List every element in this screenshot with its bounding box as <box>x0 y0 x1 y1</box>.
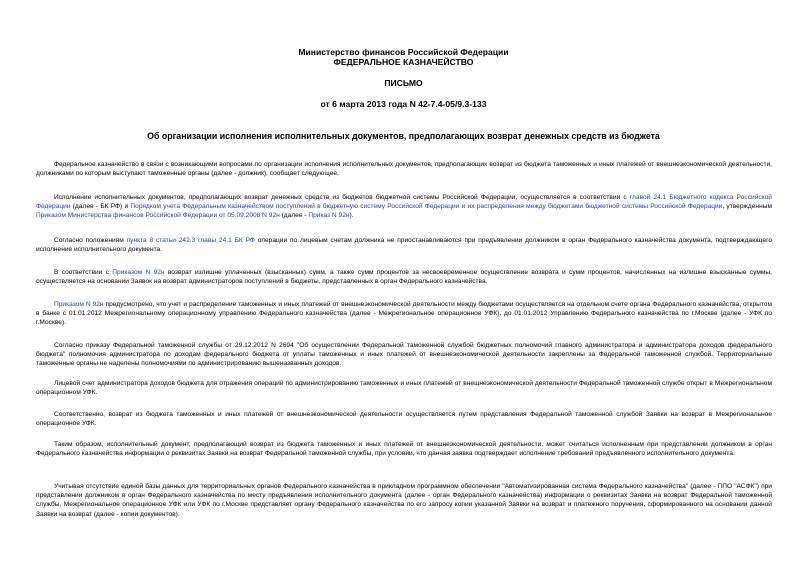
document-date-number: от 6 марта 2013 года N 42-7.4-05/9.3-133 <box>320 99 487 109</box>
paragraph-text: , утвержденным <box>722 203 772 211</box>
paragraph-10 <box>36 482 772 519</box>
order-92n-link[interactable]: Приказом N 92н <box>54 301 104 308</box>
paragraph-text: операции по лицевым счетам должника не приостанавливаются при предъявлении должником в орган Федерального казначейства документа, подтверждающего исполнение исполнительного документа. <box>36 237 772 254</box>
agency-heading: ФЕДЕРАЛЬНОЕ КАЗНАЧЕЙСТВО <box>333 57 474 67</box>
paragraph-text: Исполнение исполнительных документов, предполагающих возврат денежных средств из бюджетов бюджетной системы Российской Федерации, осуществляется в соответствии с <box>54 194 630 201</box>
minfin-order-link[interactable]: Приказом Министерства финансов Российской Федерации от 05.09.2008 N 92н <box>36 212 280 220</box>
paragraph-4 <box>36 268 772 286</box>
paragraph-text: Лицевой счет администратора доходов бюджета для отражения операций по администрированию таможенных и иных платежей от внешнеэкономической деятельности Федеральной таможенной службе открыт в Межрегиональном операционном УФК. <box>36 380 772 397</box>
paragraph-2 <box>36 193 772 221</box>
paragraph-text: В соответствии с <box>54 269 113 276</box>
order-92n-link[interactable]: Приказ N 92н <box>308 212 350 220</box>
budget-code-article-link[interactable]: пункта 8 статьи 242.3 главы 24.1 БК РФ <box>126 237 255 244</box>
budget-code-chapter-link[interactable]: главой 24.1 Бюджетного кодекса Российской Федерации <box>36 194 772 211</box>
paragraph-8 <box>36 410 772 428</box>
paragraph-text: Федеральное казначейство в связи с возникающими вопросами по организации исполнения исполнительных документов, предполагающих возврат из бюджета таможенных и иных платежей от внешнеэкономической деятельности, должниками по которым выступают таможенные органы (далее - должник), сообщает следующее. <box>36 161 772 178</box>
paragraph-text: Согласно положениям <box>54 237 127 244</box>
paragraph-text: возврат излишне уплаченных (взысканных) сумм, а также сумм процентов за несвоевременное осуществление возврата и сумм процентов, начисленных на излишне взысканные суммы, осуществляется на основании Заявок на возврат администраторов поступлений в бюджеты, представленных в орган Федерального казначейства. <box>36 269 772 286</box>
ministry-heading: Министерство финансов Российской Федерации <box>298 47 509 57</box>
paragraph-6 <box>36 341 772 369</box>
document-subject: Об организации исполнения исполнительных документов, предполагающих возврат денежных средств из бюджета <box>147 131 660 141</box>
paragraph-1 <box>36 160 772 178</box>
paragraph-text: Согласно приказу Федеральной таможенной службы от 29.12.2012 N 2694 "Об осуществлении Федеральной таможенной службой бюджетных полномочий главного администратора и администратора доходов федерального бюджета" полномочия администратора по доходам федерального бюджета от уплаты таможенных и иных платежей от внешнеэкономической деятельности закреплены за Федеральной таможенной службой. Территориальные таможенные органы не наделены полномочиями по администрированию вышеназванных доходов. <box>36 342 772 368</box>
paragraph-text: Соответственно, возврат из бюджета таможенных и иных платежей от внешнеэкономической деятельности осуществляется путем представления Федеральной таможенной службой Заявки на возврат в Межрегиональное операционное УФК. <box>36 411 772 428</box>
paragraph-text: ). <box>349 212 354 220</box>
paragraph-text: Таким образом, исполнительный документ, предполагающий возврат из бюджета таможенных и иных платежей от внешнеэкономической деятельности, может считаться исполненным при представлении должником в орган Федерального казначейства информации о реквизитах Заявки на возврат Федеральной таможенной службы, при условии, что данная заявка подтверждает исполнение требований предъявленного исполнительного документа. <box>36 441 772 458</box>
paragraph-9 <box>36 440 772 458</box>
document-type: ПИСЬМО <box>384 78 423 88</box>
paragraph-3 <box>36 236 772 254</box>
accounting-procedure-link[interactable]: Порядком учета Федеральным казначейством поступлений в бюджетную систему Российской Федерации и их распределения между бюджетами бюджетной системы Российской Федерации <box>130 203 723 211</box>
paragraph-text: (далее - <box>279 212 309 220</box>
paragraph-5 <box>36 300 772 328</box>
paragraph-text: (далее - БК РФ) и <box>70 203 131 211</box>
paragraph-text: предусмотрено, что учет и распределение таможенных и иных платежей от внешнеэкономической деятельности между бюджетами осуществляется на отдельном счете органа Федерального казначейства, открытом в банке с 01.01.2012 Межрегиональному операционному управлению Федерального казначейства (далее - Межрегиональное операционное УФК), до 01.01.2012 Управлению Федерального казначейства по г.Москве (далее - УФК по г.Москве). <box>36 301 772 327</box>
paragraph-text: Учитывая отсутствие единой базы данных для территориальных органов Федерального казначейства в прикладном программном обеспечении "Автоматизированная система Федерального казначейства" (далее - ППО "АСФК") при представлении должником в орган Федерального казначейства по месту предъявления исполнительного документа (далее - орган Федерального казначейства) информации о реквизитах Заявки на возврат Федеральной таможенной службы, Межрегиональное операционное УФК или УФК по г.Москве представляет органу Федерального казначейства по его запросу копии указанной Заявки на возврат и платежного поручения, сформированного на основании данной Заявки на возврат (далее - копии документов). <box>36 483 772 518</box>
paragraph-7 <box>36 379 772 397</box>
order-92n-link[interactable]: Приказом N 92н <box>112 269 165 276</box>
